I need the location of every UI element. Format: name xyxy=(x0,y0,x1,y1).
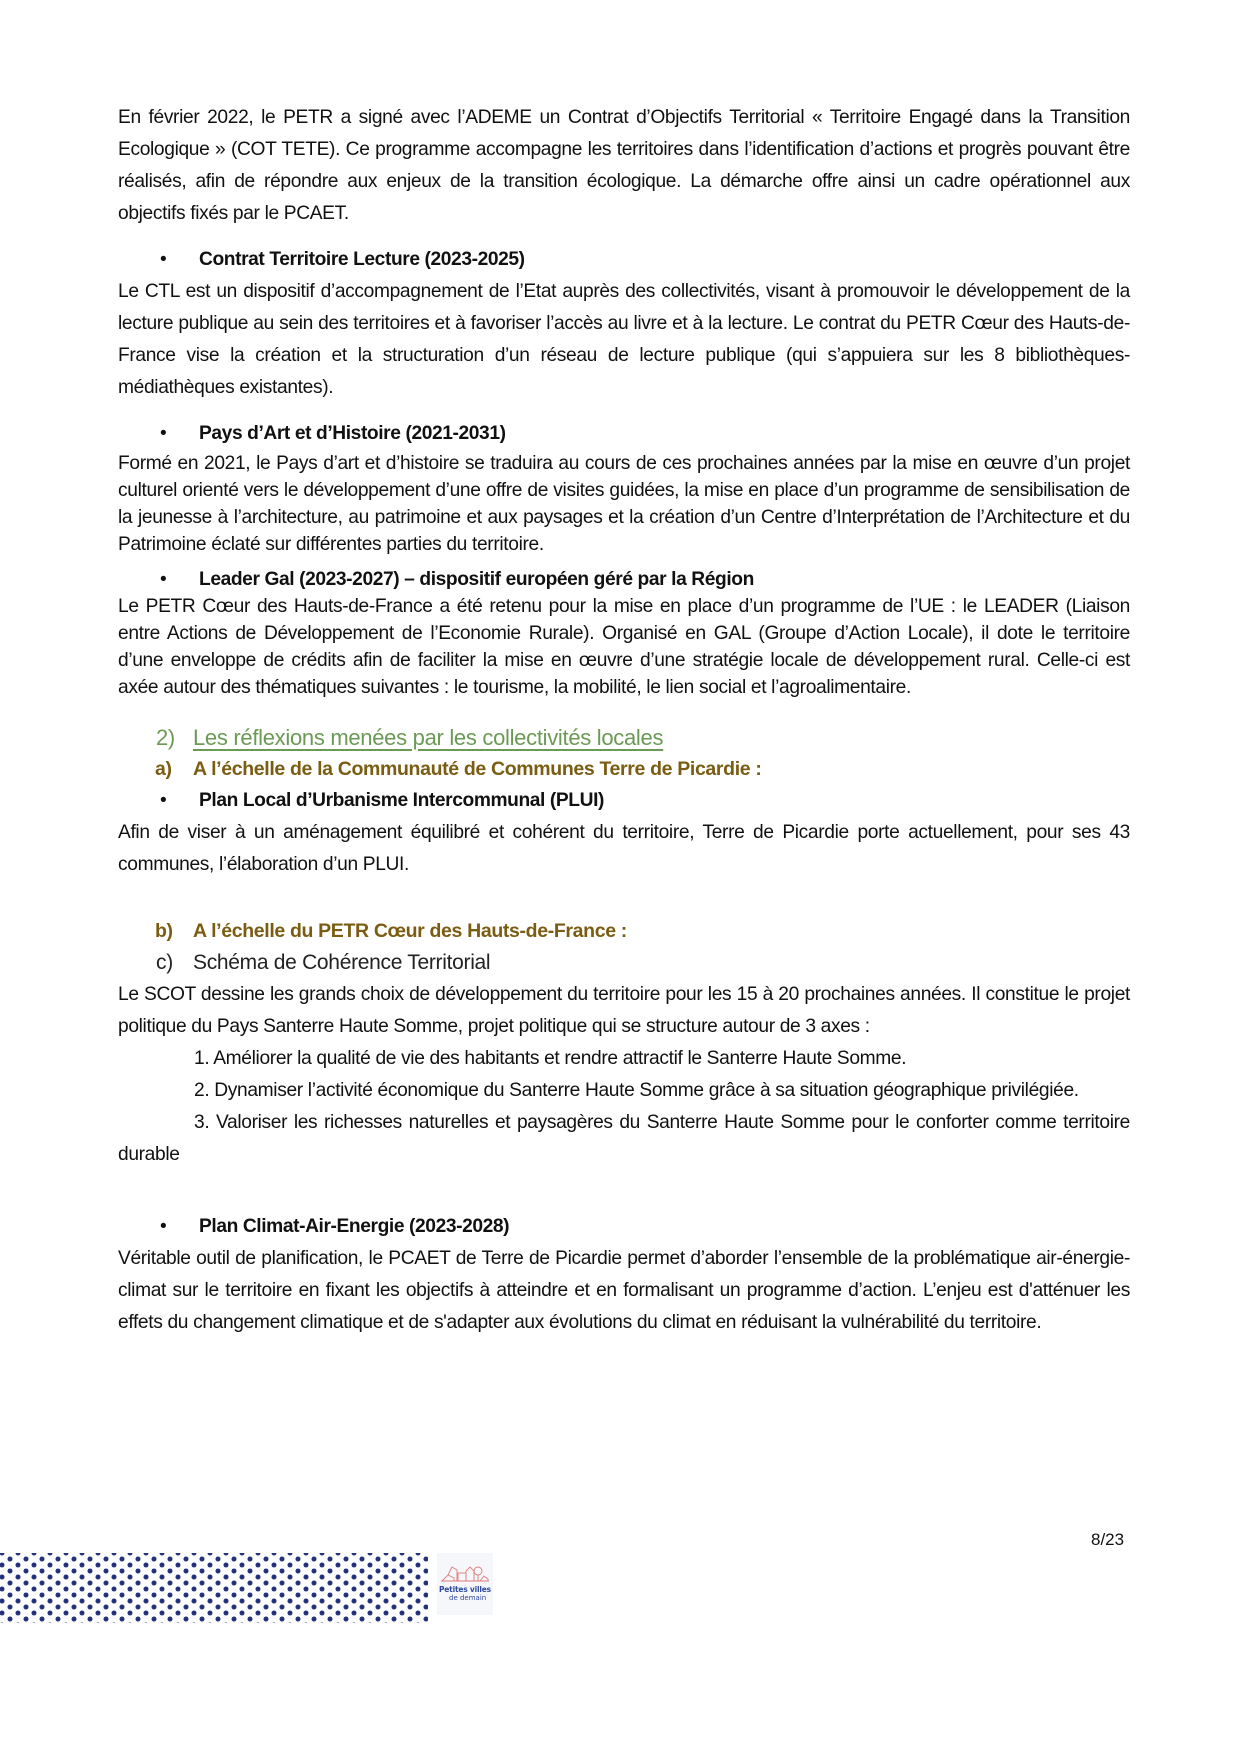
subheading-text: A l’échelle du PETR Cœur des Hauts-de-France : xyxy=(193,920,627,942)
leader-paragraph: Le PETR Cœur des Hauts-de-France a été retenu pour la mise en place d’un programme de l’UE : le LEADER (Liaison entre Actions de Développement de l’Economie Rurale). Organisé en GAL (Groupe d’Action Locale), il dote le territoire d’une enveloppe de crédits afin de faciliter la mise en œuvre d’une stratégie locale de développement rural. Celle-ci est axée autour des thématiques suivantes : le tourisme, la mobilité, le lien social et l’agroalimentaire. xyxy=(118,596,1130,698)
pah-title: Pays d’Art et d’Histoire (2021-2031) xyxy=(199,423,506,444)
subheading-number: a) xyxy=(155,758,172,780)
subheading-a xyxy=(118,753,1130,785)
bullet-heading-plui xyxy=(118,785,1130,817)
pah-paragraph: Formé en 2021, le Pays d’art et d’histoire se traduira au cours de ces prochaines années par la mise en œuvre d’un projet culturel orienté vers le développement d’une offre de visites guidées, la mise en place d’un programme de sensibilisation de la jeunesse à l’architecture, au patrimoine et aux paysages et la création d’un Centre d’Interprétation de l’Architecture et du Patrimoine éclaté sur différentes parties du territoire. xyxy=(118,453,1130,555)
ctl-title: Contrat Territoire Lecture (2023-2025) xyxy=(199,249,525,270)
bullet-heading-pcaet xyxy=(118,1211,1130,1243)
town-skyline-icon xyxy=(440,1561,490,1585)
bullet-heading-leader xyxy=(118,566,1130,593)
leader-title: Leader Gal (2023-2027) – dispositif européen géré par la Région xyxy=(199,569,754,590)
section-number: 2) xyxy=(156,725,175,750)
subheading-text: Schéma de Cohérence Territorial xyxy=(193,951,491,974)
bullet-heading-ctl xyxy=(118,244,1130,276)
bullet-icon: • xyxy=(160,249,167,270)
bullet-icon: • xyxy=(160,1216,167,1237)
section-title: Les réflexions menées par les collectivités locales xyxy=(193,725,664,750)
scot-axis-2: 2. Dynamiser l’activité économique du Santerre Haute Somme grâce à sa situation géographique privilégiée. xyxy=(194,1080,1079,1101)
section-heading-2 xyxy=(118,723,1130,753)
scot-axis-3: 3. Valoriser les richesses naturelles et paysagères du Santerre Haute Somme pour le conforter comme territoire durable xyxy=(118,1112,1130,1165)
intro-paragraph: En février 2022, le PETR a signé avec l’ADEME un Contrat d’Objectifs Territorial « Territoire Engagé dans la Transition Ecologique » (COT TETE). Ce programme accompagne les territoires dans l’identification d’actions et progrès pouvant être réalisés, afin de répondre aux enjeux de la transition écologique. La démarche offre ainsi un cadre opérationnel aux objectifs fixés par le PCAET. xyxy=(118,107,1130,224)
subheading-number: b) xyxy=(155,920,173,942)
subheading-text: A l’échelle de la Communauté de Communes Terre de Picardie : xyxy=(193,758,762,780)
ctl-paragraph: Le CTL est un dispositif d’accompagnement de l’Etat auprès des collectivités, visant à promouvoir le développement de la lecture publique au sein des territoires et à favoriser l’accès au livre et à la lecture. Le contrat du PETR Cœur des Hauts-de-France vise la création et la structuration d’un réseau de lecture publique (qui s’appuiera sur les 8 bibliothèques-médiathèques existantes). xyxy=(118,281,1130,398)
bullet-icon: • xyxy=(160,790,167,811)
bullet-icon: • xyxy=(160,569,167,590)
pcaet-paragraph: Véritable outil de planification, le PCAET de Terre de Picardie permet d’aborder l’ensemble de la problématique air-énergie-climat sur le territoire en fixant les objectifs à atteindre et en formalisant un programme d’action. L’enjeu est d'atténuer les effets du changement climatique et de s'adapter aux évolutions du climat en réduisant la vulnérabilité du territoire. xyxy=(118,1248,1130,1333)
scot-axis-1: 1. Améliorer la qualité de vie des habitants et rendre attractif le Santerre Haute Somme. xyxy=(194,1048,907,1069)
document-page xyxy=(118,102,1130,1339)
bullet-icon: • xyxy=(160,423,167,444)
logo-line2: de demain xyxy=(449,1594,487,1602)
pcaet-title: Plan Climat-Air-Energie (2023-2028) xyxy=(199,1216,510,1237)
subheading-c xyxy=(118,947,1130,979)
bullet-heading-pah xyxy=(118,418,1130,450)
subheading-b xyxy=(118,915,1130,947)
petites-villes-de-demain-logo xyxy=(437,1553,493,1615)
scot-paragraph: Le SCOT dessine les grands choix de développement du territoire pour les 15 à 20 prochaines années. Il constitue le projet politique du Pays Santerre Haute Somme, projet politique qui se structure autour de 3 axes : xyxy=(118,984,1130,1037)
plui-title: Plan Local d’Urbanisme Intercommunal (PLUI) xyxy=(199,790,605,811)
plui-paragraph: Afin de viser à un aménagement équilibré et cohérent du territoire, Terre de Picardie porte actuellement, pour ses 43 communes, l’élaboration d’un PLUI. xyxy=(118,822,1130,875)
subheading-number: c) xyxy=(156,951,173,974)
page-number: 8/23 xyxy=(1091,1530,1125,1549)
dot-pattern-decoration xyxy=(0,1553,428,1623)
logo-line1: Petites villes xyxy=(439,1585,491,1594)
